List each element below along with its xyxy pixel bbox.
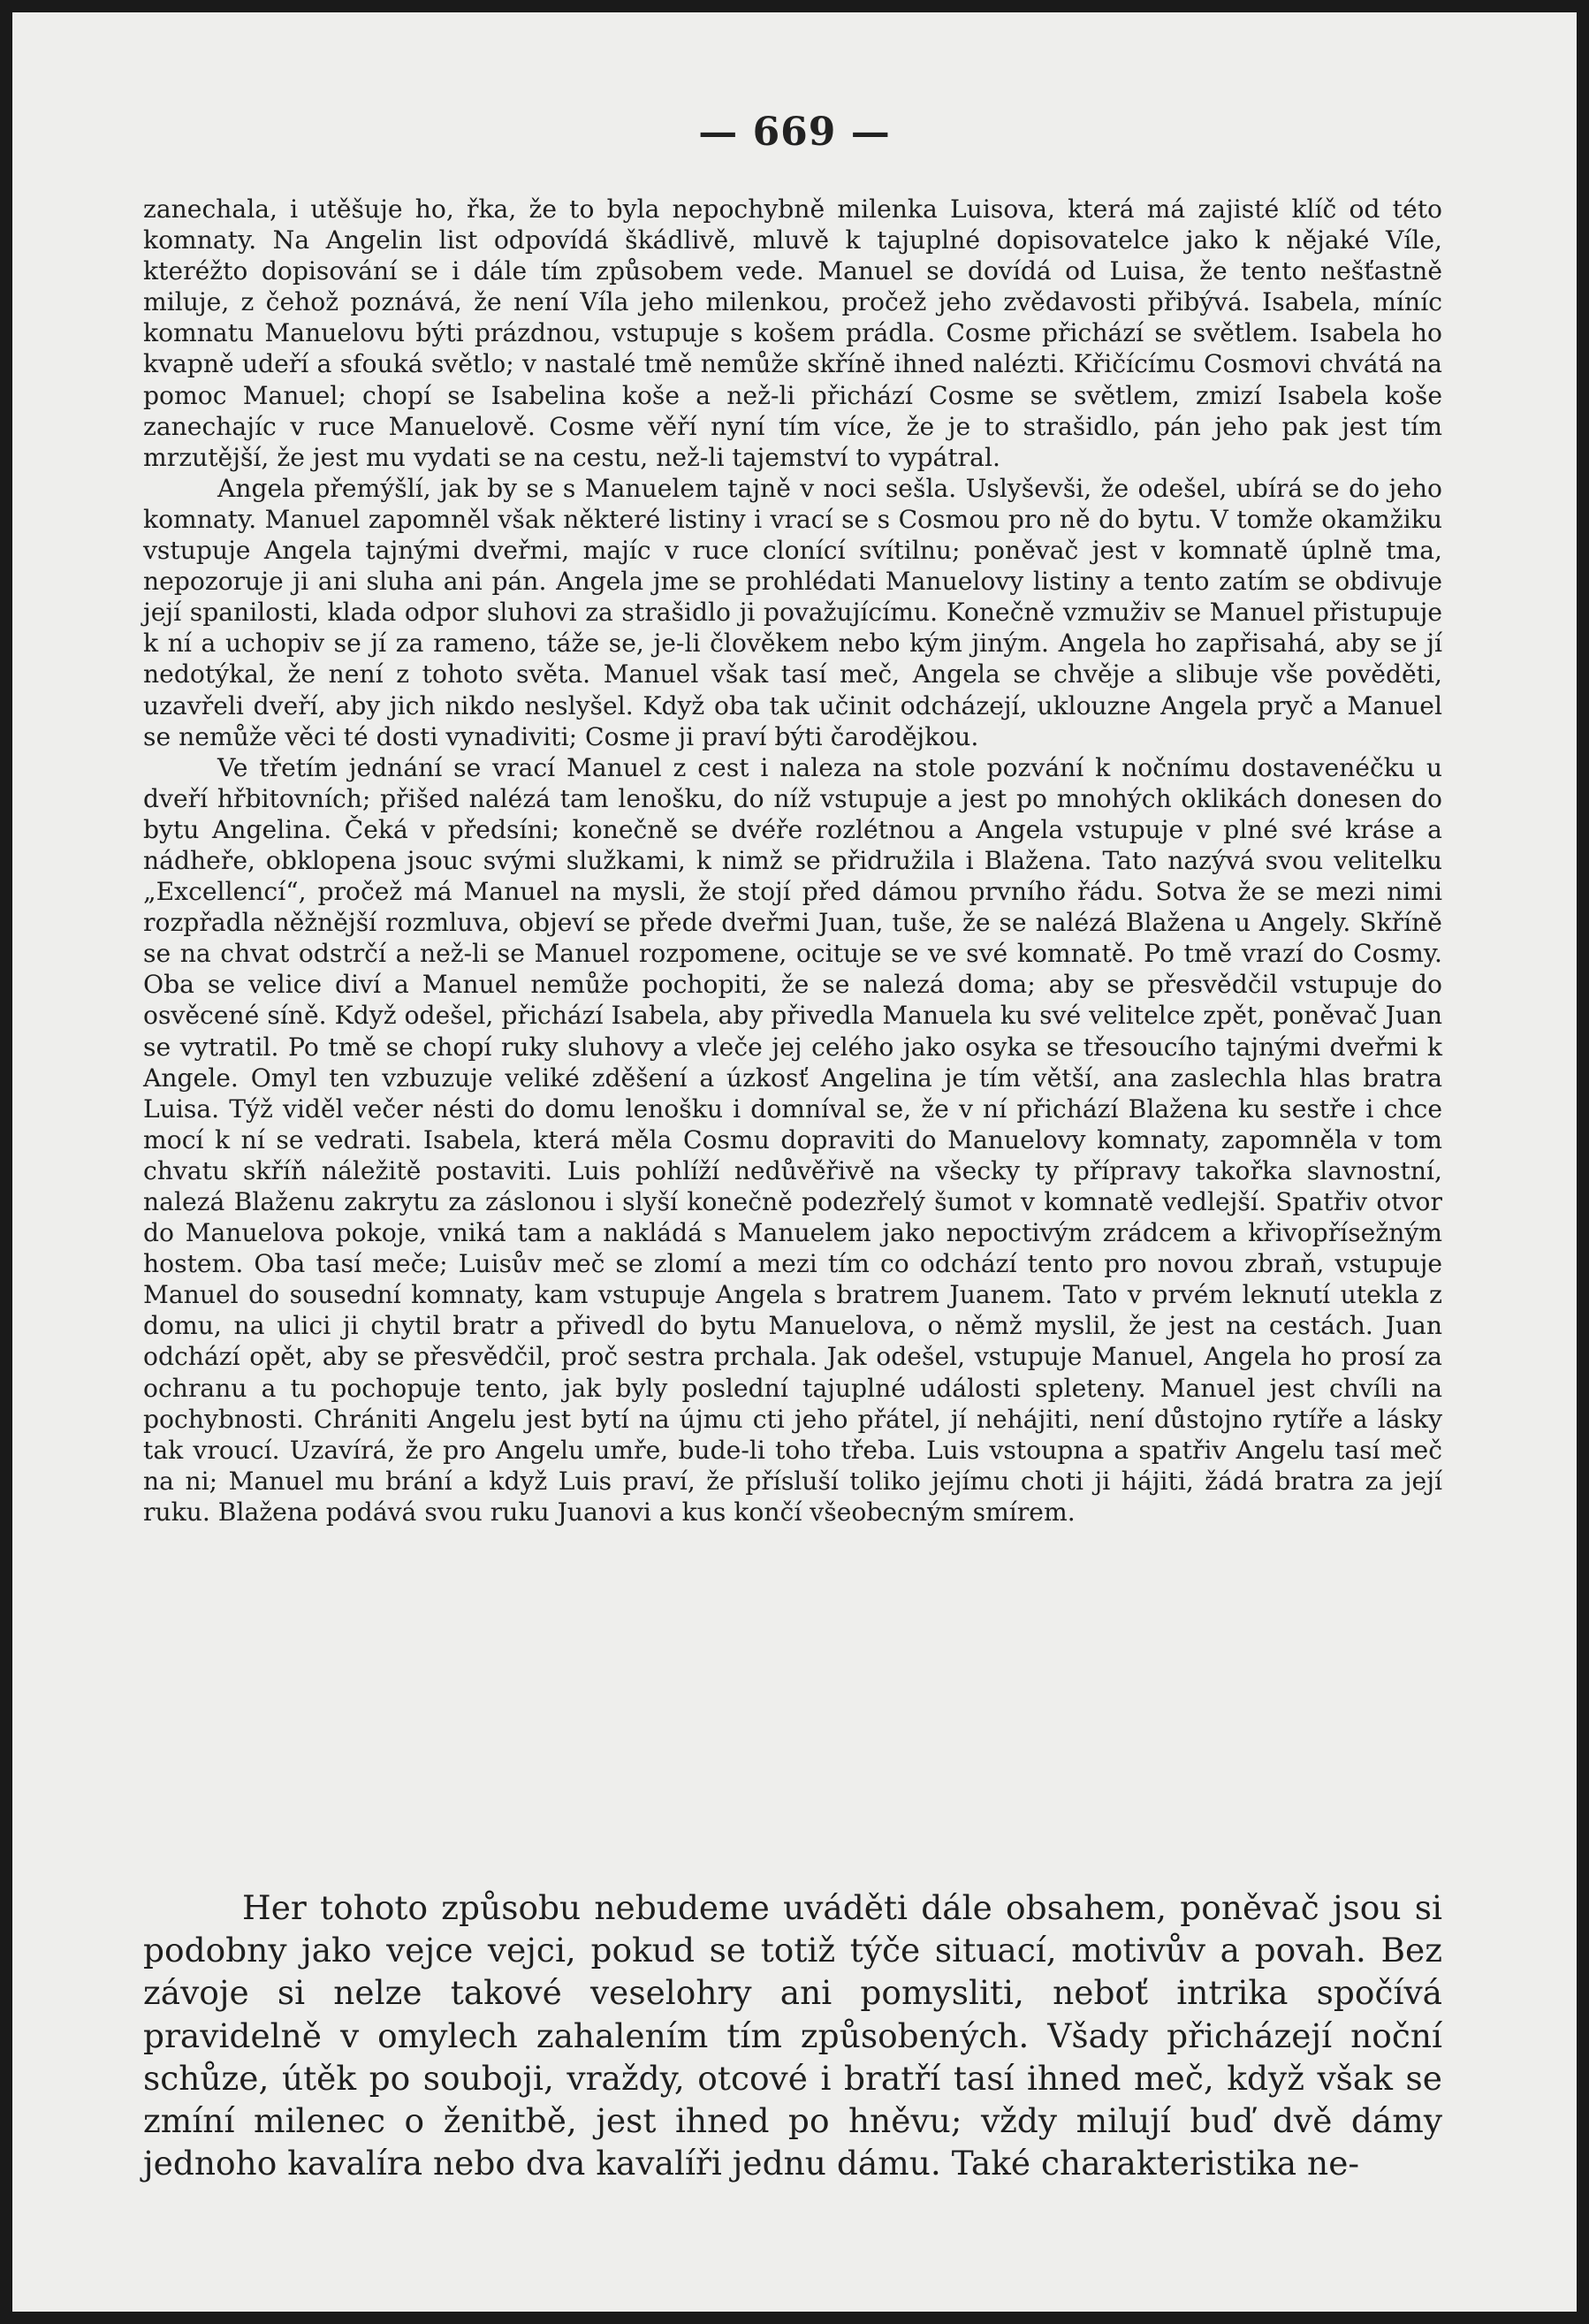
page-number: — 669 — (698, 110, 891, 155)
paragraph-act-two-end: zanechala, i utěšuje ho, řka, že to byla nepochybně milenka Luisova, která má zajisté klíč od této komnaty. Na Angelin list odpovídá škádlivě, mluvě k tajuplné dopisovatelce jako k nějaké Víle, kteréžto dopisování se i dále tím způsobem vede. Manuel se dovídá od Luisa, že tento nešťastně miluje, z čehož poznává, že není Víla jeho milenkou, pročež jeho zvědavosti přibývá. Isabela, míníc komnatu Manuelovu býti prázdnou, vstupuje s košem prádla. Cosme přichází se světlem. Isabela ho kvapně udeří a sfouká světlo; v nastalé tmě nemůže skříně ihned nalézti. Křičícímu Cosmovi chvátá na pomoc Manuel; chopí se Isabelina koše a než-li přichází Cosme se světlem, zmizí Isabela koše zanechajíc v ruce Manuelově. Cosme věří nyní tím více, že je to strašidlo, pán jeho pak jest tím mrzutější, že jest mu vydati se na cestu, než-li tajemství to vypátral. (143, 194, 1442, 472)
paragraph-act-three: Ve třetím jednání se vrací Manuel z cest i naleza na stole pozvání k nočnímu dostavenéčku u dveří hřbitovních; přišed nalézá tam lenošku, do níž vstupuje a jest po mnohých oklikách donesen do bytu Angelina. Čeká v předsíni; konečně se dvéře rozlétnou a Angela vstupuje v plné své kráse a nádheře, obklopena jsouc svými služkami, k nimž se přidružila i Blažena. Tato nazývá svou velitelku „Excellencí“, pročež má Manuel na mysli, že stojí před dámou prvního řádu. Sotva že se mezi nimi rozpřadla něžnější rozmluva, objeví se přede dveřmi Juan, tuše, že se nalézá Blažena u Angely. Skříně se na chvat odstrčí a než-li se Manuel rozpomene, ocituje se ve své komnatě. Po tmě vrazí do Cosmy. Oba se velice diví a Manuel nemůže pochopiti, že se nalezá doma; aby se přesvědčil vstupuje do osvěcené síně. Když odešel, přichází Isabela, aby přivedla Manuela ku své velitelce zpět, poněvač Juan se vytratil. Po tmě se chopí ruky sluhovy a vleče jej celého jako osyka se třesoucího tajnými dveřmi k Angele. Omyl ten vzbuzuje veliké zděšení a úzkosť Angelina je tím větší, ana zaslechla hlas bratra Luisa. Týž viděl večer nésti do domu lenošku i domníval se, že v ní přichází Blažena ku sestře i chce mocí k ní se vedrati. Isabela, která měla Cosmu dopraviti do Manuelovy komnaty, zapomněla v tom chvatu skříň náležitě postaviti. Luis pohlíží nedůvěřivě na všecky ty přípravy takořka slavnostní, nalezá Blaženu zakrytu za záslonou i slyší konečně podezřelý šumot v komnatě vedlejší. Spatřiv otvor do Manuelova pokoje, vniká tam a nakládá s Manuelem jako nepoctivým zrádcem a křivopřísežným hostem. Oba tasí meče; Luisův meč se zlomí a mezi tím co odchází tento pro novou zbraň, vstupuje Manuel do sousední komnaty, kam vstupuje Angela s bratrem Juanem. Tato v prvém leknutí utekla z domu, na ulici ji chytil bratr a přivedl do bytu Manuelova, o němž myslil, že jest na cestách. Juan odchází opět, aby se přesvědčil, proč sestra prchala. Jak odešel, vstupuje Manuel, Angela ho prosí za ochranu a tu pochopuje tento, jak byly poslední tajuplné události spleteny. Manuel jest chvíli na pochybnosti. Chrániti Angelu jest bytí na újmu cti jeho přátel, jí nehájiti, není důstojno rytíře a lásky tak vroucí. Uzavírá, že pro Angelu umře, bude-li toho třeba. Luis vstoupna a spatřiv Angelu tasí meč na ni; Manuel mu brání a když Luis praví, že přísluší toliko jejímu choti ji hájiti, žádá bratra za její ruku. Blažena podává svou ruku Juanovi a kus končí všeobecným smírem. (143, 752, 1442, 1527)
synopsis-text (143, 194, 1442, 1528)
book-page (12, 12, 1577, 2312)
commentary-text (143, 1886, 1442, 2184)
paragraph-commentary: Her tohoto způsobu nebudeme uváděti dále obsahem, poněvač jsou si podobny jako vejce vejci, pokud se totiž týče situací, motivův a povah. Bez závoje si nelze takové veselohry ani pomysliti, neboť intrika spočívá pravidelně v omylech zahalením tím způsobených. Všady přicházejí noční schůze, útěk po souboji, vraždy, otcové i bratří tasí ihned meč, když však se zmíní milenec o ženitbě, jest ihned po hněvu; vždy milují buď dvě dámy jednoho kavalíra nebo dva kavalíři jednu dámu. Také charakteristika ne- (143, 1888, 1442, 2183)
paragraph-angela-visit: Angela přemýšlí, jak by se s Manuelem tajně v noci sešla. Uslyševši, že odešel, ubírá se do jeho komnaty. Manuel zapomněl však některé listiny i vrací se s Cosmou pro ně do bytu. V tomže okamžiku vstupuje Angela tajnými dveřmi, majíc v ruce clonící svítilnu; poněvač jest v komnatě úplně tma, nepozoruje ji ani sluha ani pán. Angela jme se prohlédati Manuelovy listiny a tento zatím se obdivuje její spanilosti, klada odpor sluhovi za strašidlo ji považujícímu. Konečně vzmuživ se Manuel přistupuje k ní a uchopiv se jí za rameno, táže se, je-li člověkem nebo kým jiným. Angela ho zapřisahá, aby se jí nedotýkal, že není z tohoto světa. Manuel však tasí meč, Angela se chvěje a slibuje vše pověděti, uzavřeli dveří, aby jich nikdo neslyšel. Když oba tak učinit odcházejí, uklouzne Angela pryč a Manuel se nemůže věci té dosti vynadiviti; Cosme ji praví býti čarodějkou. (143, 473, 1442, 751)
